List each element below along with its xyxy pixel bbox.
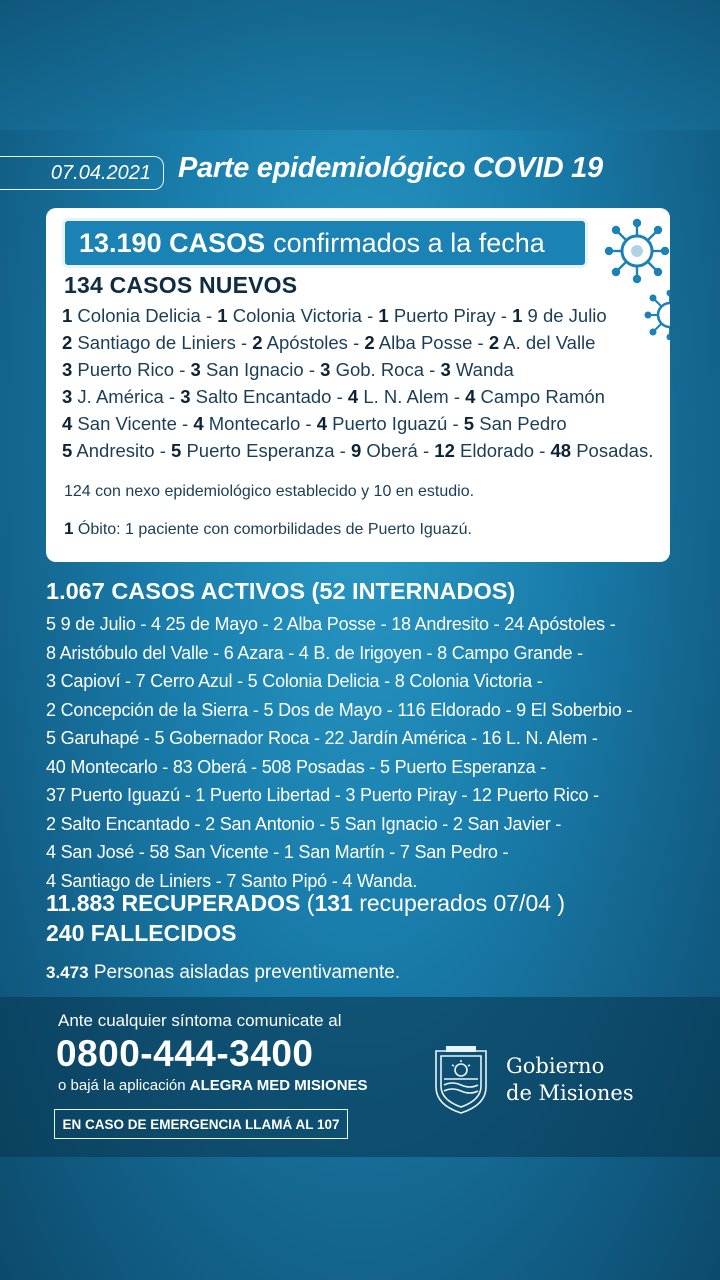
obito-text (64, 519, 472, 539)
recovered-today-count: 131 (314, 890, 353, 916)
case-count: 4 (316, 413, 328, 434)
case-count: 9 (350, 440, 362, 461)
case-location: Puerto Esperanza - (181, 440, 351, 461)
case-count: 12 (434, 440, 455, 461)
total-cases-pill (62, 218, 588, 268)
case-count: 5 (62, 440, 73, 461)
new-cases-card (46, 208, 670, 562)
case-location: Santiago de Liniers - (72, 332, 253, 353)
case-count: 5 (463, 413, 475, 434)
top-band (0, 0, 720, 130)
new-cases-line (62, 410, 662, 437)
case-location: Gob. Roca - (330, 359, 441, 380)
active-cases-title: 1.067 CASOS ACTIVOS (52 INTERNADOS) (46, 578, 516, 604)
active-cases-line: 2 Concepción de la Sierra - 5 Dos de Mayo - 116 Eldorado - 9 El Soberbio - (46, 699, 633, 720)
case-count: 2 (488, 332, 500, 353)
case-count: 1 (512, 305, 523, 326)
active-cases-line: 5 9 de Julio - 4 25 de Mayo - 2 Alba Posse - 18 Andresito - 24 Apóstoles - (46, 614, 616, 634)
case-location: Apóstoles - (262, 332, 365, 353)
case-location: J. América - (72, 386, 181, 407)
case-location: Salto Encantado - (190, 386, 348, 407)
case-location: A. del Valle (499, 332, 596, 353)
new-cases-line (62, 302, 662, 329)
header (0, 152, 720, 194)
recovered-open: ( (300, 890, 315, 916)
recovered-today-label: recuperados 07/04 ) (352, 890, 566, 916)
active-cases-line: 2 Salto Encantado - 2 San Antonio - 5 San Ignacio - 2 San Javier - (46, 813, 562, 834)
active-cases-list (46, 610, 686, 895)
phone-number[interactable]: 0800-444-3400 (56, 1033, 314, 1074)
recovered-total: 11.883 RECUPERADOS (46, 890, 301, 916)
case-location: San Pedro (474, 413, 567, 434)
case-count: 3 (62, 359, 73, 380)
app-text (58, 1077, 368, 1094)
case-location: Colonia Delicia - (72, 305, 218, 326)
government-logo-text (506, 1053, 634, 1107)
deceased-total: 240 FALLECIDOS (46, 920, 237, 946)
case-count: 2 (364, 332, 375, 353)
recovered-line (46, 890, 565, 917)
active-cases-line: 4 San José - 58 San Vicente - 1 San Martín - 7 San Pedro - (46, 842, 509, 862)
new-cases-line (62, 383, 662, 410)
active-cases-line: 37 Puerto Iguazú - 1 Puerto Libertad - 3 Puerto Piray - 12 Puerto Rico - (46, 785, 599, 805)
case-count: 5 (171, 440, 182, 461)
case-location: Eldorado - (454, 440, 551, 461)
case-location: Puerto Piray - (388, 305, 513, 326)
total-cases-label: confirmados a la fecha (273, 227, 545, 258)
case-location: Posadas. (571, 440, 654, 461)
case-count: 3 (440, 359, 451, 380)
case-count: 4 (465, 386, 476, 407)
case-location: Andresito - (72, 440, 172, 461)
active-cases-line: 5 Garuhapé - 5 Gobernador Roca - 22 Jardín América - 16 L. N. Alem - (46, 728, 598, 748)
date-badge: 07.04.2021 (0, 156, 164, 190)
app-name[interactable]: ALEGRA MED MISIONES (189, 1077, 368, 1094)
case-location: Colonia Victoria - (227, 305, 379, 326)
active-cases-line: 8 Aristóbulo del Valle - 6 Azara - 4 B. de Irigoyen - 8 Campo Grande - (46, 642, 583, 663)
isolated-line (46, 962, 400, 984)
nexo-text: 124 con nexo epidemiológico establecido y 10 en estudio. (64, 483, 475, 500)
case-location: 9 de Julio (522, 305, 607, 326)
case-count: 1 (378, 305, 389, 326)
page-title: Parte epidemiológico COVID 19 (178, 152, 603, 184)
case-location: Puerto Iguazú - (327, 413, 464, 434)
case-location: Montecarlo - (203, 413, 317, 434)
case-count: 1 (62, 305, 73, 326)
isolated-count: 3.473 (46, 963, 89, 982)
case-count: 3 (320, 359, 331, 380)
case-count: 4 (193, 413, 204, 434)
case-location: San Vicente - (72, 413, 194, 434)
active-cases-line: 3 Capioví - 7 Cerro Azul - 5 Colonia Delicia - 8 Colonia Victoria - (46, 671, 543, 691)
new-cases-line (62, 329, 662, 356)
new-cases-list (62, 302, 662, 464)
total-cases-count: 13.190 CASOS (79, 227, 266, 258)
new-cases-line (62, 437, 662, 464)
case-count: 48 (550, 440, 572, 461)
case-location: Campo Ramón (475, 386, 605, 407)
case-location: Alba Posse - (374, 332, 489, 353)
case-count: 3 (190, 359, 201, 380)
case-count: 3 (180, 386, 191, 407)
footer (0, 997, 720, 1157)
case-location: L. N. Alem - (358, 386, 466, 407)
symptom-text: Ante cualquier síntoma comunicate al (58, 1011, 342, 1030)
new-cases-line (62, 356, 662, 383)
case-count: 3 (62, 386, 73, 407)
government-line-2: de Misiones (506, 1081, 634, 1105)
app-prefix: o bajá la aplicación (58, 1077, 190, 1094)
virus-icon (604, 218, 670, 284)
case-location: San Ignacio - (200, 359, 321, 380)
case-count: 1 (217, 305, 228, 326)
province-seal-icon (430, 1043, 492, 1115)
case-count: 2 (62, 332, 73, 353)
isolated-label: Personas aisladas preventivamente. (88, 962, 401, 983)
case-location: Oberá - (361, 440, 435, 461)
emergency-box: EN CASO DE EMERGENCIA LLAMÁ AL 107 (54, 1109, 348, 1139)
case-count: 4 (62, 413, 73, 434)
case-location: Puerto Rico - (72, 359, 191, 380)
obito-detail: 1 paciente con comorbilidades de Puerto Iguazú. (120, 521, 472, 538)
obito-label: Óbito: (73, 521, 121, 538)
case-count: 4 (347, 386, 359, 407)
obito-count: 1 (64, 519, 74, 538)
case-location: Wanda (450, 359, 514, 380)
active-cases-line: 4 Santiago de Liniers - 7 Santo Pipó - 4 Wanda. (46, 870, 418, 891)
case-count: 2 (252, 332, 263, 353)
new-cases-title: 134 CASOS NUEVOS (64, 272, 298, 298)
government-line-1: Gobierno (506, 1054, 605, 1078)
active-cases-line: 40 Montecarlo - 83 Oberá - 508 Posadas - 5 Puerto Esperanza - (46, 756, 547, 777)
